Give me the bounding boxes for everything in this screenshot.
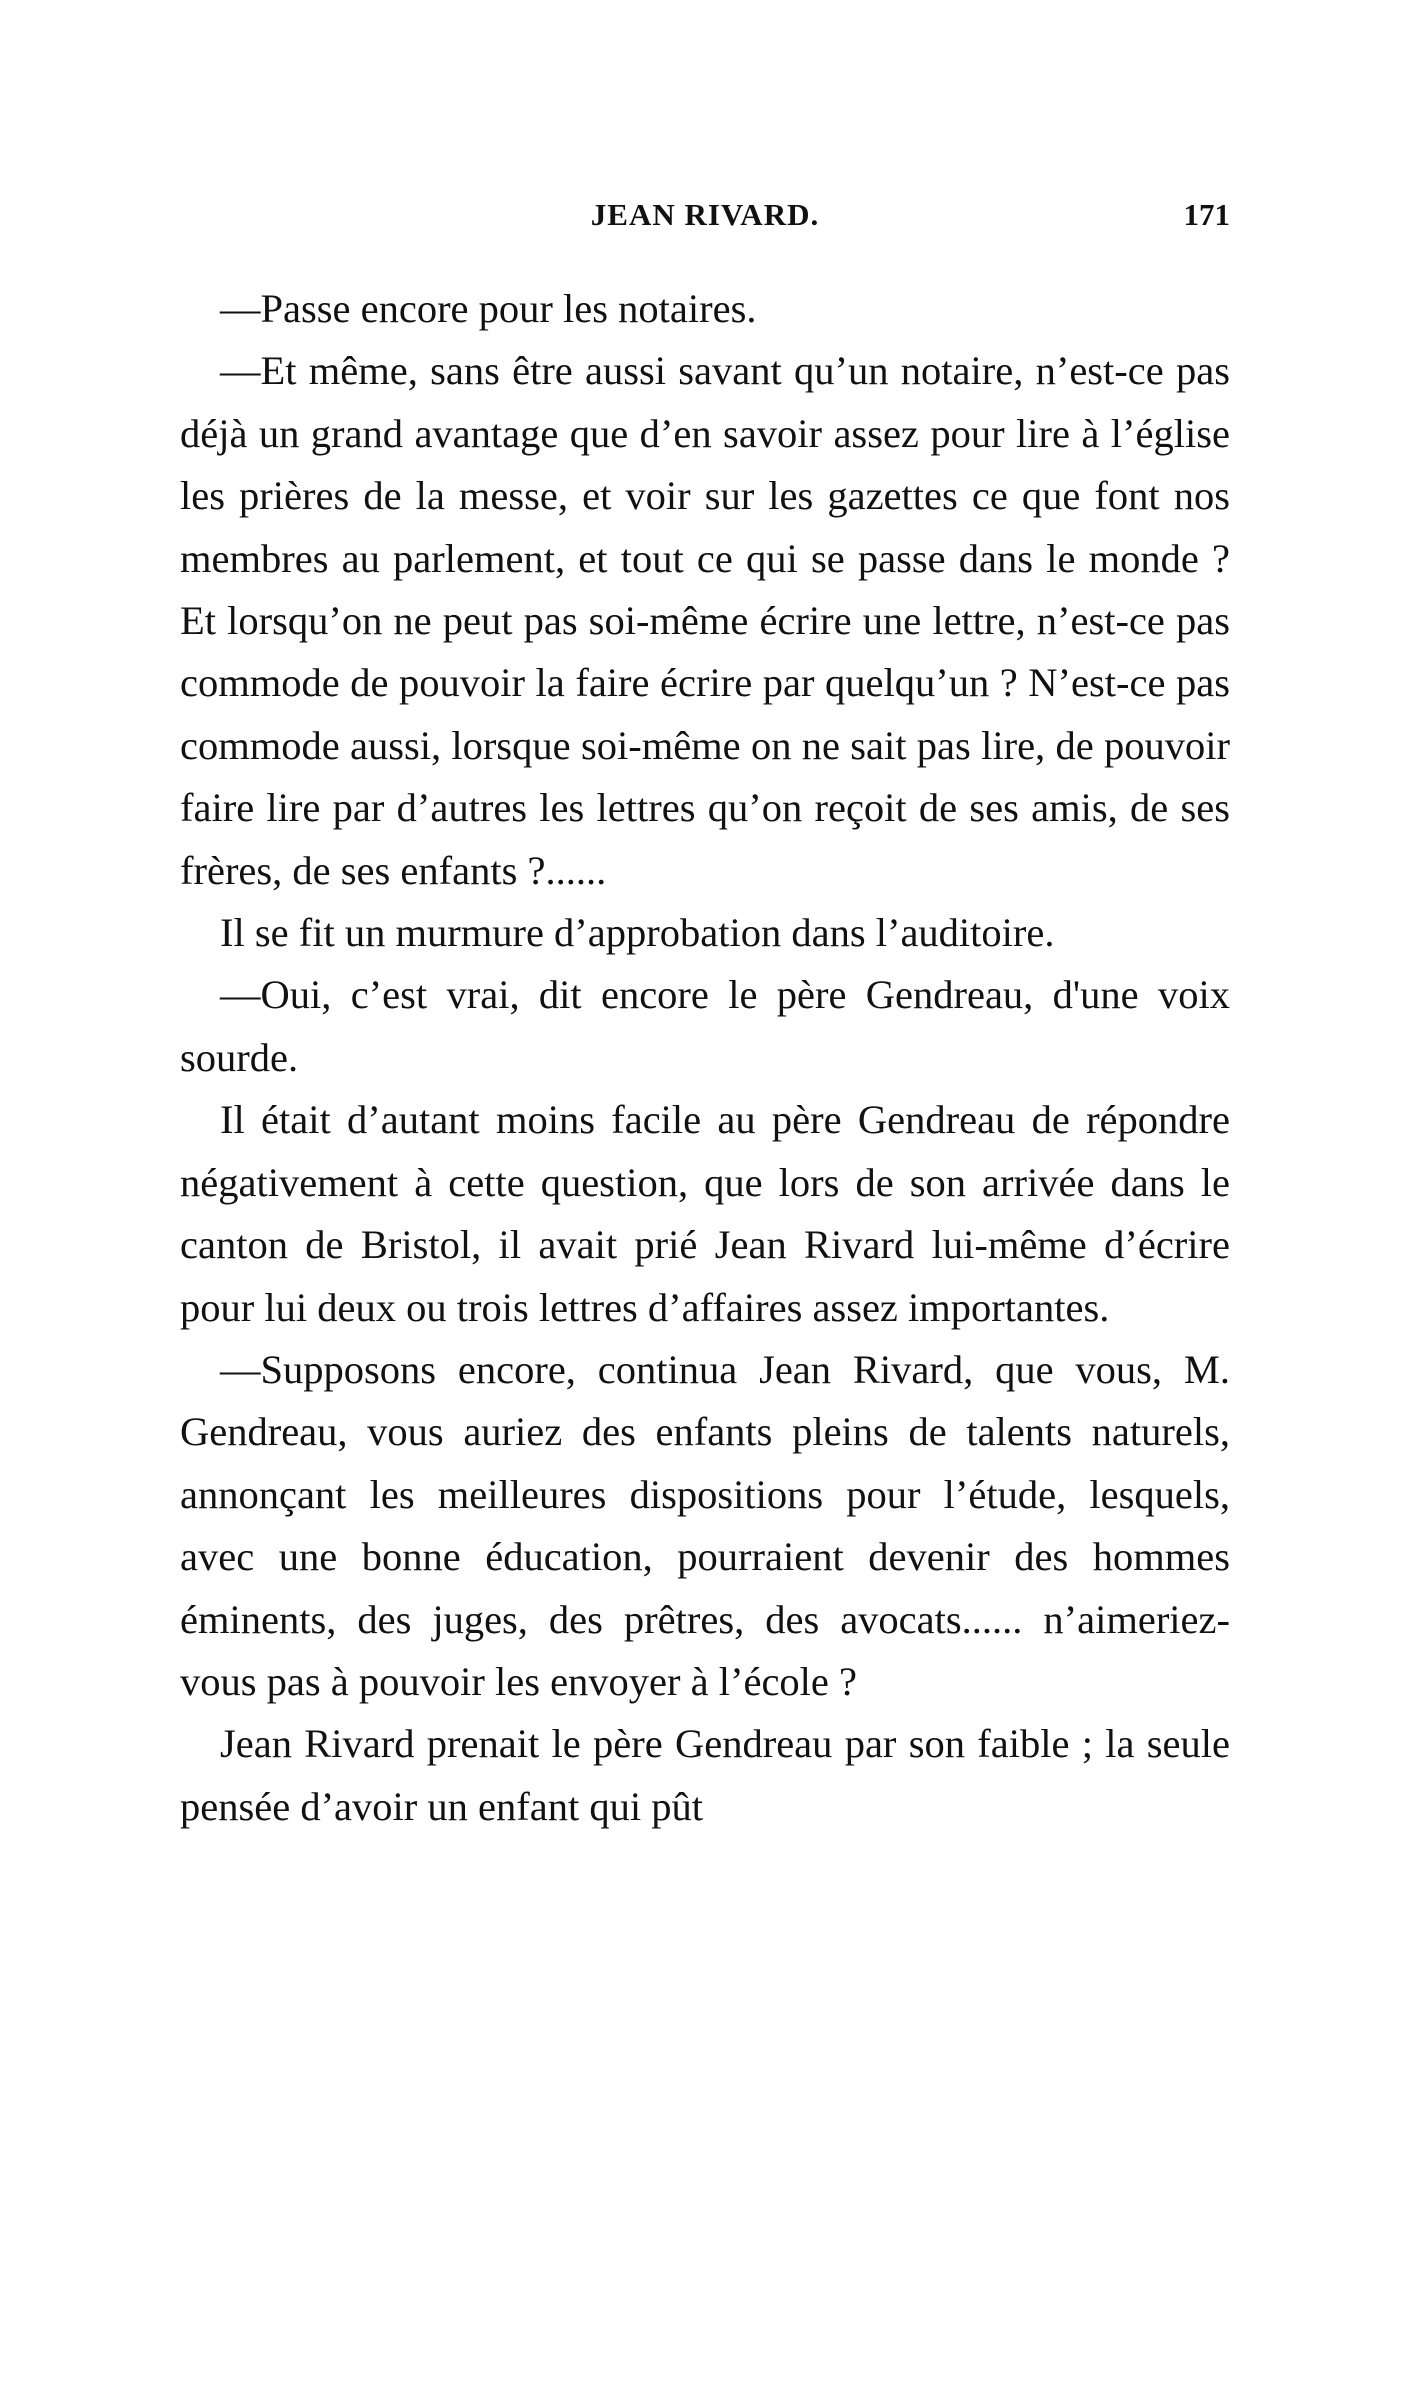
running-head	[180, 190, 1230, 240]
page-number: 171	[1183, 197, 1230, 232]
body-text	[180, 278, 1230, 1838]
paragraph: Jean Rivard prenait le père Gendreau par son faible ; la seule pensée d’avoir un enfant qui pût	[180, 1721, 1230, 1829]
paragraph: —Oui, c’est vrai, dit encore le père Gendreau, d'une voix sourde.	[180, 972, 1230, 1080]
running-title: JEAN RIVARD.	[590, 197, 820, 232]
paragraph: —Et même, sans être aussi savant qu’un notaire, n’est-ce pas déjà un grand avantage que d’en savoir assez pour lire à l’église les prières de la messe, et voir sur les gazettes ce que font nos membres au parlement, et tout ce qui se passe dans le monde ? Et lorsqu’on ne peut pas soi-même écrire une lettre, n’est-ce pas commode de pouvoir la faire écrire par quelqu’un ? N’est-ce pas commode aussi, lorsque soi-même on ne sait pas lire, de pouvoir faire lire par d’autres les lettres qu’on reçoit de ses amis, de ses frères, de ses enfants ?......	[180, 348, 1230, 893]
paragraph: Il se fit un murmure d’approbation dans l’auditoire.	[220, 910, 1055, 956]
paragraph: —Passe encore pour les notaires.	[220, 286, 757, 331]
paragraph: Il était d’autant moins facile au père Gendreau de répondre négativement à cette question, que lors de son arrivée dans le canton de Bristol, il avait prié Jean Rivard lui-même d’écrire pour lui deux ou trois lettres d’affaires assez importantes.	[180, 1097, 1230, 1330]
paragraph: —Supposons encore, continua Jean Rivard, que vous, M. Gendreau, vous auriez des enfants pleins de talents naturels, annonçant les meilleures dispositions pour l’étude, lesquels, avec une bonne éducation, pourraient devenir des hommes éminents, des juges, des prêtres, des avocats...... n’aimeriez-vous pas à pouvoir les envoyer à l’école ?	[180, 1346, 1230, 1704]
